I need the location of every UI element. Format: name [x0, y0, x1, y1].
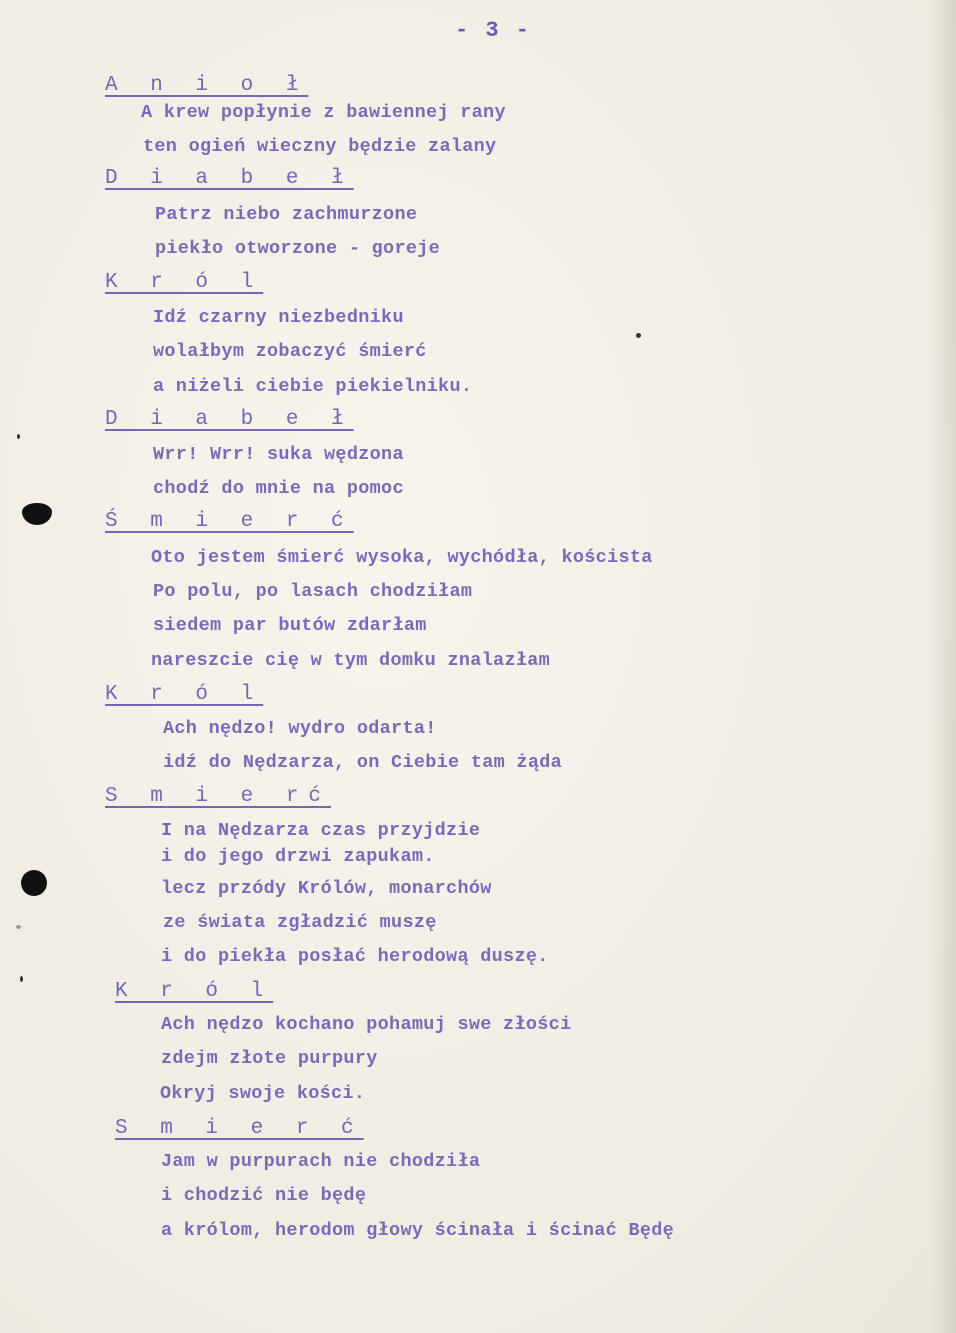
speaker-name: D i a b e ł: [105, 408, 354, 431]
punch-hole-middle: [21, 870, 47, 896]
punch-hole-top: [22, 503, 52, 525]
verse-line: i chodzić nie będę: [161, 1185, 367, 1206]
verse-line: nareszcie cię w tym domku znalazłam: [151, 650, 551, 671]
verse-line: Oto jestem śmierć wysoka, wychódła, koścista: [151, 547, 653, 568]
page-edge-shadow: [930, 0, 956, 1333]
verse-line: Po polu, po lasach chodziłam: [153, 581, 473, 602]
speaker-name: K r ó l: [105, 683, 264, 706]
speaker-name: A n i o ł: [105, 74, 309, 97]
verse-line: i do jego drzwi zapukam.: [161, 846, 435, 867]
verse-line: zdejm złote purpury: [161, 1048, 378, 1069]
verse-line: idź do Nędzarza, on Ciebie tam żąda: [163, 752, 563, 773]
speaker-name: Ś m i e r ć: [105, 510, 354, 533]
verse-line: ten ogień wieczny będzie zalany: [143, 136, 497, 157]
speaker-name: K r ó l: [105, 271, 264, 294]
verse-line: Ach nędzo kochano pohamuj swe złości: [161, 1014, 572, 1035]
verse-line: wolałbym zobaczyć śmierć: [153, 341, 427, 362]
ink-speck: [16, 925, 21, 929]
verse-line: A krew popłynie z bawiennej rany: [141, 102, 506, 123]
page-number: - 3 -: [455, 18, 532, 43]
verse-line: Idź czarny niezbedniku: [153, 307, 404, 328]
ink-speck: [20, 976, 23, 982]
speaker-name: S m i e rć: [105, 785, 332, 808]
verse-line: i do piekła posłać herodową duszę.: [161, 946, 549, 967]
verse-line: piekło otworzone - goreje: [155, 238, 441, 259]
speaker-name: D i a b e ł: [105, 167, 354, 190]
speaker-name: S m i e r ć: [115, 1117, 364, 1140]
verse-line: a niżeli ciebie piekielniku.: [153, 376, 473, 397]
verse-line: ze świata zgładzić muszę: [163, 912, 437, 933]
verse-line: siedem par butów zdarłam: [153, 615, 427, 636]
verse-line: Jam w purpurach nie chodziła: [161, 1151, 481, 1172]
speaker-name: K r ó l: [115, 980, 274, 1003]
ink-speck: [17, 434, 20, 439]
verse-line: Wrr! Wrr! suka wędzona: [153, 444, 404, 465]
verse-line: a królom, herodom głowy ścinała i ścinać Będę: [161, 1220, 675, 1241]
verse-line: I na Nędzarza czas przyjdzie: [161, 820, 481, 841]
verse-line: Ach nędzo! wydro odarta!: [163, 718, 437, 739]
ink-speck: [636, 333, 641, 338]
verse-line: chodź do mnie na pomoc: [153, 478, 404, 499]
verse-line: lecz przódy Królów, monarchów: [161, 878, 492, 899]
verse-line: Okryj swoje kości.: [160, 1083, 366, 1104]
verse-line: Patrz niebo zachmurzone: [155, 204, 418, 225]
